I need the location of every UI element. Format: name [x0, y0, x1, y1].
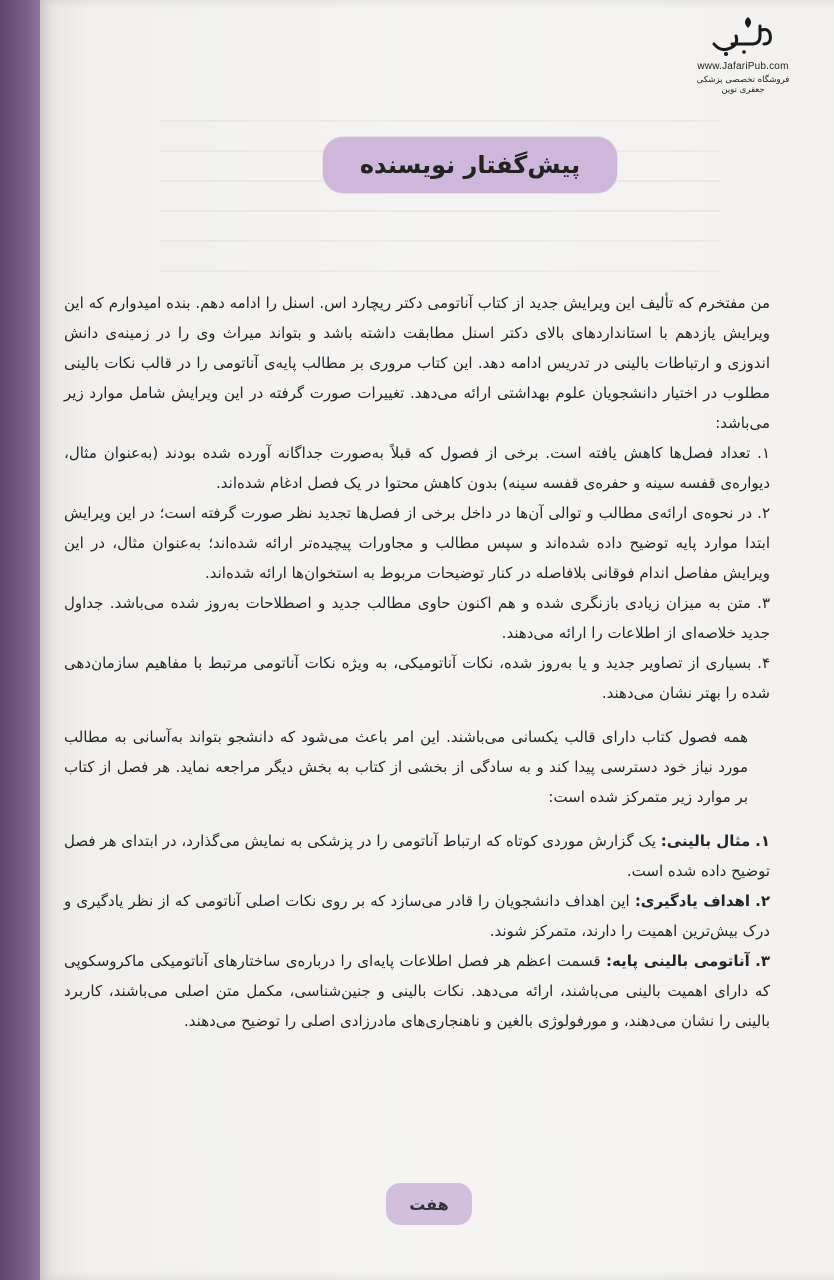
publisher-logo	[688, 14, 798, 95]
feature-text: یک گزارش موردی کوتاه که ارتباط آناتومی را در پزشکی به نمایش می‌گذارد، در ابتدای هر فصل توضیح داده شده است.	[64, 832, 770, 880]
page-number: هفت	[409, 1194, 449, 1214]
change-item-3: ۳. متن به میزان زیادی بازنگری شده و هم اکنون حاوی مطالب جدید و اصطلاحات به‌روز شده می‌باشد. جداول جدید خلاصه‌ای از اطلاعات را ارائه می‌دهند.	[64, 594, 770, 642]
feature-num: ۱.	[755, 832, 770, 850]
feature-text: قسمت اعظم هر فصل اطلاعات پایه‌ای را درباره‌ی ساختارهای آناتومیکی ماکروسکوپی که دارای اهمیت بالینی می‌باشند، ارائه می‌دهد. نکات بالینی و جنین‌شناسی، مکمل متن اصلی می‌باشند، کاربرد بالینی را نشان می‌دهند، و مورفولوژی بالغین و ناهنجاری‌های مادرزادی اصلی را توضیح می‌دهند.	[64, 952, 770, 1030]
change-item-4: ۴. بسیاری از تصاویر جدید و یا به‌روز شده، نکات آناتومیکی، به ویژه نکات آناتومی مرتبط با مفاهیم سازمان‌دهی شده را بهتر نشان می‌دهند.	[64, 654, 770, 702]
change-item-1: ۱. تعداد فصل‌ها کاهش یافته است. برخی از فصول که قبلاً به‌صورت جداگانه آورده شده بودند (به‌عنوان مثال، دیواره‌ی قفسه سینه و حفره‌ی قفسه سینه) بدون کاهش محتوا در یک فصل ادغام شده‌اند.	[64, 444, 770, 492]
structure-paragraph: همه فصول کتاب دارای قالب یکسانی می‌باشند. این امر باعث می‌شود که دانشجو بتواند به‌آسانی به مطالب مورد نیاز خود دسترسی پیدا کند و به سادگی از بخشی از کتاب به بخش دیگر مراجعه نماید. هر فصل از کتاب بر موارد زیر متمرکز شده است:	[64, 728, 748, 806]
intro-paragraph: من مفتخرم که تألیف این ویرایش جدید از کتاب آناتومی دکتر ریچارد اس. اسنل را ادامه دهم. بنده امیدوارم که این ویرایش یازدهم با استانداردهای بالای دکتر اسنل مطابقت داشته باشد و بتواند میراث وی را در زمینه‌ی دانش اندوزی و ارتباطات بالینی در تدریس ادامه دهد. این کتاب مروری بر مطالب پایه‌ی آناتومی را در قالب نکات بالینی مطلوب در اختیار دانشجویان علوم بهداشتی ارائه می‌دهد. تغییرات صورت گرفته در این ویرایش شامل موارد زیر می‌باشد:	[64, 294, 770, 432]
page-title-box	[323, 137, 617, 193]
feature-term: آناتومی بالینی پایه:	[605, 952, 750, 970]
feature-term: مثال بالینی:	[660, 832, 751, 850]
change-item-2: ۲. در نحوه‌ی ارائه‌ی مطالب و توالی آن‌ها در داخل برخی از فصل‌ها تجدید نظر صورت گرفته است؛ در این ویرایش ابتدا موارد پایه توضیح داده شده‌اند و سپس مطالب و مجاورات پیچیده‌تر ارائه شده‌اند؛ به‌عنوان مثال، در این ویرایش مفاصل اندام فوقانی بلافاصله در کنار توضیحات مربوط به استخوان‌ها ارائه شده‌اند.	[64, 504, 770, 582]
publisher-url: www.JafariPub.com	[697, 61, 789, 72]
feature-item-3	[64, 946, 770, 1036]
feature-term: اهداف یادگیری:	[634, 892, 751, 910]
page-number-box	[386, 1183, 472, 1225]
preface-body	[64, 288, 770, 1036]
feature-item-2	[64, 886, 770, 946]
book-spine	[0, 0, 40, 1280]
feature-item-1	[64, 826, 770, 886]
feature-num: ۳.	[755, 952, 770, 970]
calligraphy-logo-icon	[708, 14, 778, 60]
feature-num: ۲.	[755, 892, 770, 910]
page-title: پیش‌گفتار نویسنده	[359, 151, 581, 179]
publisher-subtitle: فروشگاه تخصصی پزشکی جعفری نوین	[696, 75, 790, 95]
feature-text: این اهداف دانشجویان را قادر می‌سازد که بر روی نکات اصلی آناتومی که از نظر یادگیری و درک بیش‌ترین اهمیت را دارند، متمرکز شوند.	[64, 892, 770, 940]
